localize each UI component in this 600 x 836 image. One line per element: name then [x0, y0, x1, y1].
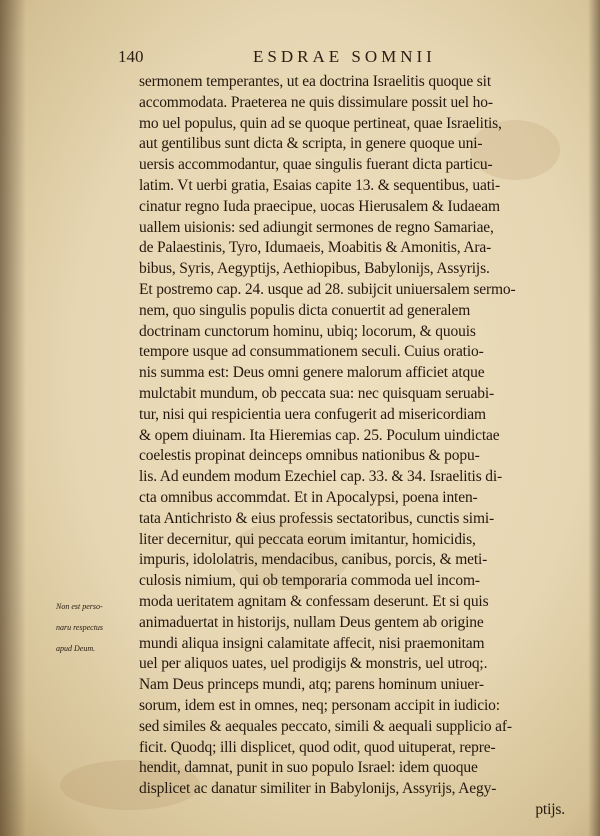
- text-line: liter decernitur, qui peccata eorum imitantur, homicidis,: [139, 530, 476, 548]
- text-line: bibus, Syris, Aegyptijs, Aethiopibus, Babylonijs, Assyrijs.: [139, 260, 490, 278]
- text-line: Nam Deus princeps mundi, atq; parens hominum uniuer-: [139, 676, 484, 694]
- text-line: sed similes & aequales peccato, simili & aequali supplicio af-: [139, 717, 512, 735]
- marginal-note-line: Non est perso-: [56, 602, 103, 611]
- text-line: coelestis propinat deinceps omnibus nationibus & popu-: [139, 447, 480, 465]
- text-line: impuris, idololatris, mendacibus, canibus, porcis, & meti-: [139, 551, 488, 569]
- text-line: displicet ac danatur similiter in Babylonijs, Assyrijs, Aegy-: [139, 780, 497, 798]
- text-line: doctrinam cunctorum hominu, ubiq; locorum, & quouis: [139, 322, 476, 340]
- text-line: uel per aliquos uates, uel prodigijs & monstris, uel utroq;.: [139, 655, 488, 673]
- text-line: tur, nisi qui respicientia uera confugerit ad misericordiam: [139, 405, 486, 423]
- text-line: nis summa est: Deus omni genere malorum afficiet atque: [139, 364, 485, 382]
- page-header: [118, 47, 548, 69]
- text-line: lis. Ad eundem modum Ezechiel cap. 33. & 34. Israelitis di-: [139, 468, 503, 486]
- text-line: sorum, idem est in omnes, neq; personam accipit in iudicio:: [139, 696, 500, 714]
- text-line: accommodata. Praeterea ne quis dissimulare possit uel ho-: [139, 93, 493, 111]
- text-line: uersis accommodantur, quae singulis fuerant dicta particu-: [139, 156, 493, 174]
- marginal-note: [56, 597, 140, 659]
- page-number: 140: [118, 47, 144, 66]
- text-line: latim. Vt uerbi gratia, Esaias capite 13. & sequentibus, uati-: [139, 176, 501, 194]
- text-line: nem, quo singulis populis dicta conuertit ad generalem: [139, 301, 471, 319]
- text-line: de Palaestinis, Tyro, Idumaeis, Moabitis & Amonitis, Ara-: [139, 239, 492, 257]
- text-line: sermonem temperantes, ut ea doctrina Israelitis quoque sit: [139, 73, 491, 90]
- text-line: moda ueritatem agnitam & confessam deserunt. Et si quis: [139, 592, 489, 610]
- text-line: ficit. Quodq; illi displicet, quod odit, quod uituperat, repre-: [139, 738, 496, 756]
- text-line: & opem diuinam. Ita Hieremias cap. 25. Poculum uindictae: [139, 426, 500, 444]
- text-line: hendit, damnat, punit in suo populo Israel: idem quoque: [139, 759, 478, 777]
- marginal-note-line: naru respectus: [56, 622, 104, 632]
- running-head: ESDRAE SOMNII: [253, 47, 436, 66]
- text-line: Et postremo cap. 24. usque ad 28. subijcit uniuersalem sermo-: [139, 280, 516, 298]
- text-line: mo uel populus, quin ad se quoque pertineat, quae Israelitis,: [139, 114, 502, 132]
- text-line: ptijs.: [535, 800, 565, 818]
- text-line: mulctabit mundum, ob peccata sua: nec quisquam seruabi-: [139, 384, 495, 402]
- text-line: uallem uisionis: sed adiungit sermones de regno Samariae,: [139, 218, 494, 236]
- marginal-note-line: apud Deum.: [56, 643, 96, 653]
- text-line: tata Antichristo & eius professis sectatoribus, cunctis simi-: [139, 509, 495, 527]
- text-line: culosis nimium, qui ob temporaria commoda uel incom-: [139, 572, 480, 590]
- body-text: [139, 72, 571, 821]
- text-line: cinatur regno Iuda praecipue, uocas Hierusalem & Iudaeam: [139, 197, 500, 215]
- text-line: cta omnibus accommdat. Et in Apocalypsi, poena inten-: [139, 488, 478, 506]
- text-line: tempore usque ad consummationem seculi. Cuius oratio-: [139, 343, 484, 361]
- text-line: animaduertat in historijs, nullam Deus gentem ab origine: [139, 613, 484, 631]
- text-line: aut gentilibus sunt dicta & scripta, in genere quoque uni-: [139, 135, 483, 153]
- text-line: mundi aliqua insigni calamitate affecit, nisi praemonitam: [139, 634, 485, 652]
